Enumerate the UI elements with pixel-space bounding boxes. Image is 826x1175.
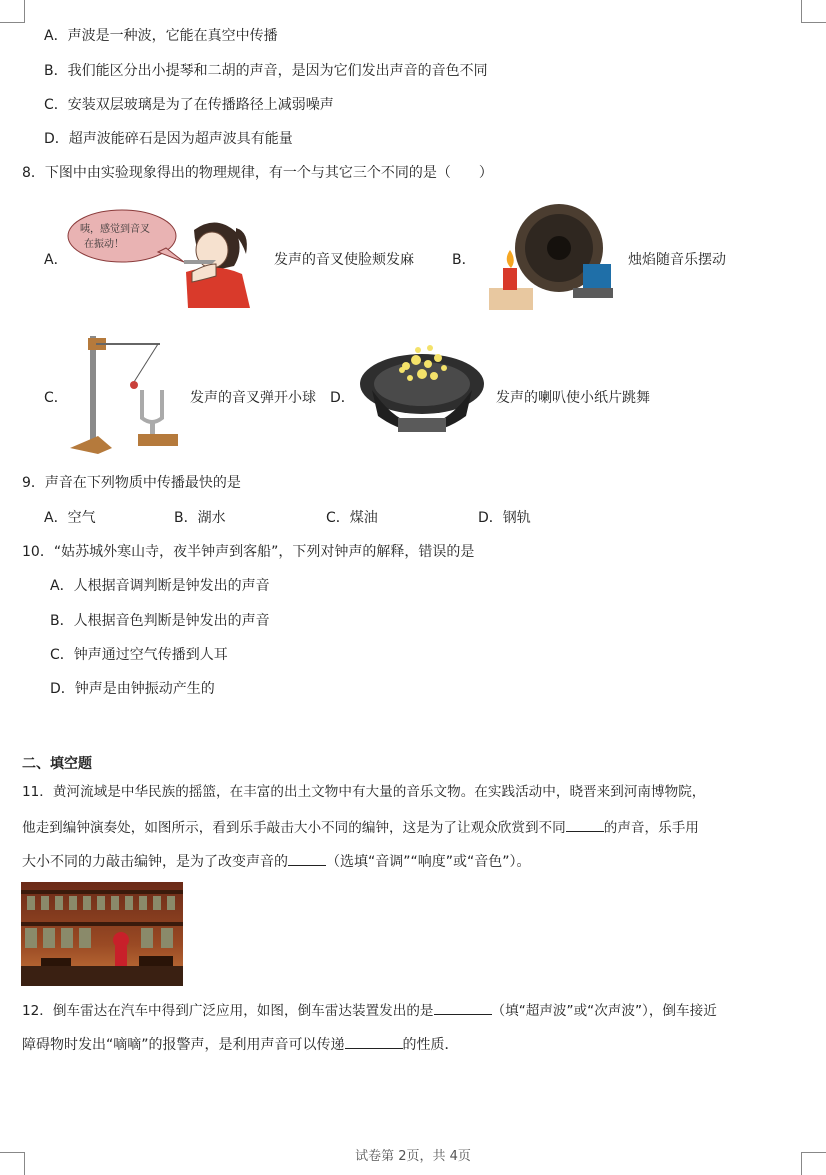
q12-blank-1[interactable] xyxy=(434,1000,492,1015)
q10-stem: 10．“姑苏城外寒山寺，夜半钟声到客船”，下列对钟声的解释，错误的是 xyxy=(22,544,475,560)
q8-option-a-label: A． xyxy=(44,252,68,268)
q8-option-c-label: C． xyxy=(44,390,68,406)
q10-option-c: C．钟声通过空气传播到人耳 xyxy=(50,647,228,663)
q9-option-c: C．煤油 xyxy=(326,510,378,526)
q8-d-illustration xyxy=(358,340,486,452)
q9-option-a: A．空气 xyxy=(44,510,96,526)
q8-option-b-label: B． xyxy=(452,252,476,268)
q11-line2-text-a: 他走到编钟演奏处，如图所示，看到乐手敲击大小不同的编钟，这是为了让观众欣赏到不同 xyxy=(22,820,566,836)
q11-blank-2[interactable] xyxy=(288,851,326,866)
q8-option-d-caption: 发声的喇叭使小纸片跳舞 xyxy=(496,390,650,406)
q9-option-d: D．钢轨 xyxy=(478,510,531,526)
q10-option-a: A．人根据音调判断是钟发出的声音 xyxy=(50,578,270,594)
q12-blank-2[interactable] xyxy=(345,1034,403,1049)
page-footer: 试卷第 2页，共 4页 xyxy=(355,1149,471,1164)
q12-line2-text-a: 障碍物时发出“嘀嘀”的报警声，是利用声音可以传递 xyxy=(22,1037,345,1053)
q12-line1 xyxy=(22,1000,717,1021)
q12-line2-text-b: 的性质． xyxy=(402,1037,459,1053)
q11-line2 xyxy=(22,817,699,838)
q8-a-bubble-line1: 咦，感觉到音叉 xyxy=(80,224,150,235)
q8-c-illustration xyxy=(68,330,182,456)
q10-option-d: D．钟声是由钟振动产生的 xyxy=(50,681,215,697)
q8-a-bubble-line2: 在振动！ xyxy=(84,239,124,250)
q12-line1-text-a: 12．倒车雷达在汽车中得到广泛应用，如图，倒车雷达装置发出的是 xyxy=(22,1003,434,1019)
q7-option-a: A．声波是一种波，它能在真空中传播 xyxy=(44,28,278,44)
q8-option-a-caption: 发声的音叉使脸颊发麻 xyxy=(274,252,414,268)
q8-stem: 8．下图中由实验现象得出的物理规律，有一个与其它三个不同的是（ ） xyxy=(22,165,493,181)
q11-line1: 11．黄河流域是中华民族的摇篮，在丰富的出土文物中有大量的音乐文物。在实践活动中，晓晋来到河南博物院， xyxy=(22,784,706,800)
q8-option-b-caption: 烛焰随音乐摆动 xyxy=(628,252,726,268)
q8-a-illustration xyxy=(66,202,252,308)
q11-line2-text-b: 的声音，乐手用 xyxy=(603,820,699,836)
section-title-fill-blank: 二、填空题 xyxy=(22,756,92,772)
q11-line3-text-b: （选填“音调”“响度”或“音色”）。 xyxy=(326,854,531,870)
q11-line3-text-a: 大小不同的力敲击编钟，是为了改变声音的 xyxy=(22,854,288,870)
corner-mark-top-right xyxy=(801,0,826,23)
q7-option-c: C．安装双层玻璃是为了在传播路径上减弱噪声 xyxy=(44,97,334,113)
q11-line3 xyxy=(22,851,531,872)
q11-bianzhong-photo xyxy=(21,882,183,986)
q12-line2 xyxy=(22,1034,459,1055)
q9-option-b: B．湖水 xyxy=(174,510,226,526)
q8-option-d-label: D． xyxy=(330,390,355,406)
corner-mark-top-left xyxy=(0,0,25,23)
q7-option-b: B．我们能区分出小提琴和二胡的声音，是因为它们发出声音的音色不同 xyxy=(44,63,488,79)
q10-option-b: B．人根据音色判断是钟发出的声音 xyxy=(50,613,270,629)
q8-option-c-caption: 发声的音叉弹开小球 xyxy=(190,390,316,406)
q8-b-illustration xyxy=(487,200,613,312)
q11-blank-1[interactable] xyxy=(566,817,604,832)
q9-stem: 9．声音在下列物质中传播最快的是 xyxy=(22,475,241,491)
q7-option-d: D．超声波能碎石是因为超声波具有能量 xyxy=(44,131,293,147)
q12-line1-text-b: （填“超声波”或“次声波”），倒车接近 xyxy=(491,1003,717,1019)
